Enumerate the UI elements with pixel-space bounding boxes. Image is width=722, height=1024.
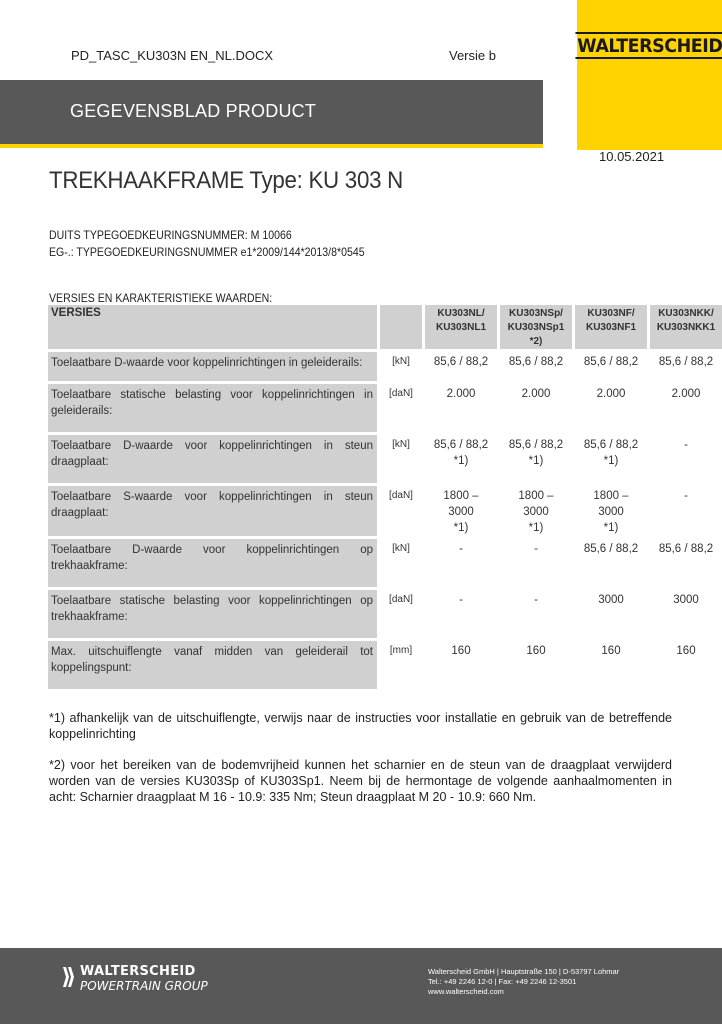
row-value: 160 [647, 641, 722, 689]
row-value: 2.000 [422, 384, 497, 432]
footer-logo-name: WALTERSCHEID [80, 964, 196, 979]
table-row [48, 590, 722, 638]
approval-number-de: DUITS TYPEGOEDKEURINGSNUMMER: M 10066 [49, 228, 292, 242]
table-row [48, 641, 722, 689]
row-value: 1800 – 3000 *1) [497, 486, 572, 536]
footer-website[interactable]: www.walterscheid.com [428, 987, 504, 996]
row-unit: [kN] [377, 539, 422, 587]
row-value: 85,6 / 88,2 *1) [422, 435, 497, 483]
column-header-line2: KU303NKK1 [656, 322, 716, 333]
row-unit: [kN] [377, 435, 422, 483]
row-value: - [497, 539, 572, 587]
row-value: 3000 [572, 590, 647, 638]
column-header-line1: KU303NSp/ [509, 308, 563, 319]
row-value: - [497, 590, 572, 638]
table-row [48, 486, 722, 536]
row-value: 85,6 / 88,2 [572, 539, 647, 587]
row-value: 1800 – 3000 *1) [572, 486, 647, 536]
row-value: 160 [497, 641, 572, 689]
row-value: - [647, 435, 722, 483]
row-label: Toelaatbare D-waarde voor koppelinrichtingen op trekhaakframe: [48, 539, 377, 587]
table-row [48, 435, 722, 483]
row-label: Toelaatbare D-waarde voor koppelinrichtingen in steun draagplaat: [48, 435, 377, 483]
section-title: VERSIES EN KARAKTERISTIEKE WAARDEN: [49, 291, 273, 305]
row-value: - [647, 486, 722, 536]
row-unit: [mm] [377, 641, 422, 689]
row-value: 85,6 / 88,2 [647, 539, 722, 587]
walterscheid-mark-icon [62, 966, 74, 988]
walterscheid-logo [577, 28, 722, 62]
column-header-line3: *2) [529, 336, 543, 347]
column-header [497, 305, 572, 349]
row-value: 3000 [647, 590, 722, 638]
row-value: - [422, 590, 497, 638]
row-label: Max. uitschuiflengte vanaf midden van geleiderail tot koppelingspunt: [48, 641, 377, 689]
column-header [572, 305, 647, 349]
column-header-line2: KU303NF1 [585, 322, 637, 333]
table-row [48, 539, 722, 587]
table-header-unit [377, 305, 422, 349]
column-header-line1: KU303NL/ [437, 308, 485, 319]
row-unit: [daN] [377, 590, 422, 638]
document-date: 10.05.2021 [599, 149, 665, 164]
document-name: PD_TASC_KU303N EN_NL.DOCX [71, 48, 274, 63]
document-version: Versie b [449, 48, 496, 63]
column-header-line1: KU303NF/ [587, 308, 635, 319]
footnote-1: *1) afhankelijk van de uitschuiflengte, verwijs naar de instructies voor installatie en gebruik van de betreffende koppelinrichting [49, 711, 672, 741]
column-header [422, 305, 497, 349]
row-value: 160 [572, 641, 647, 689]
row-value: 1800 – 3000 *1) [422, 486, 497, 536]
footer-address [428, 967, 619, 997]
row-label: Toelaatbare statische belasting voor koppelinrichtingen in geleiderails: [48, 384, 377, 432]
column-header-line2: KU303NSp1 [507, 322, 565, 333]
row-unit: [kN] [377, 352, 422, 381]
row-value: 85,6 / 88,2 *1) [497, 435, 572, 483]
approval-number-eg: EG-.: TYPEGOEDKEURINGSNUMMER e1*2009/144*2013/8*0545 [49, 245, 365, 259]
row-value: 85,6 / 88,2 [422, 352, 497, 381]
column-header-line1: KU303NKK/ [658, 308, 714, 319]
column-header-line2: KU303NL1 [435, 322, 487, 333]
table-row [48, 384, 722, 432]
row-label: Toelaatbare S-waarde voor koppelinrichtingen in steun draagplaat: [48, 486, 377, 536]
footer-address-line2: Tel.: +49 2246 12-0 | Fax: +49 2246 12-3501 [428, 977, 577, 986]
row-unit: [daN] [377, 384, 422, 432]
row-value: 85,6 / 88,2 [497, 352, 572, 381]
row-value: - [422, 539, 497, 587]
footnote-2: *2) voor het bereiken van de bodemvrijheid kunnen het scharnier en de steun van de draagplaat verwijderd worden van de versies KU303Sp of KU303Sp1. Neem bij de hermontage de volgende aanhaalmomenten in acht: Scharnier draagplaat M 16 - 10.9: 335 Nm; Steun draagplaat M 20 - 10.9: 660 Nm. [49, 758, 672, 804]
specification-table [48, 305, 722, 689]
row-label: Toelaatbare statische belasting voor koppelinrichtingen op trekhaakframe: [48, 590, 377, 638]
page-title: TREKHAAKFRAME Type: KU 303 N [49, 167, 403, 194]
row-value: 85,6 / 88,2 [572, 352, 647, 381]
row-value: 85,6 / 88,2 *1) [572, 435, 647, 483]
row-value: 2.000 [572, 384, 647, 432]
column-header [647, 305, 722, 349]
row-value: 85,6 / 88,2 [647, 352, 722, 381]
row-value: 2.000 [497, 384, 572, 432]
footer-address-line1: Walterscheid GmbH | Hauptstraße 150 | D-53797 Lohmar [428, 967, 620, 976]
logo-text: WALTERSCHEID [575, 32, 722, 59]
table-header-label: VERSIES [48, 305, 377, 349]
row-label: Toelaatbare D-waarde voor koppelinrichtingen in geleiderails: [48, 352, 377, 381]
row-unit: [daN] [377, 486, 422, 536]
header-band-stripe [0, 144, 543, 148]
footer-logo-group: POWERTRAIN GROUP [80, 979, 208, 993]
band-title: GEGEVENSBLAD PRODUCT [70, 101, 317, 121]
row-value: 160 [422, 641, 497, 689]
table-row [48, 352, 722, 381]
table-header-row [48, 305, 722, 349]
row-value: 2.000 [647, 384, 722, 432]
brand-yellow-block [577, 0, 722, 150]
